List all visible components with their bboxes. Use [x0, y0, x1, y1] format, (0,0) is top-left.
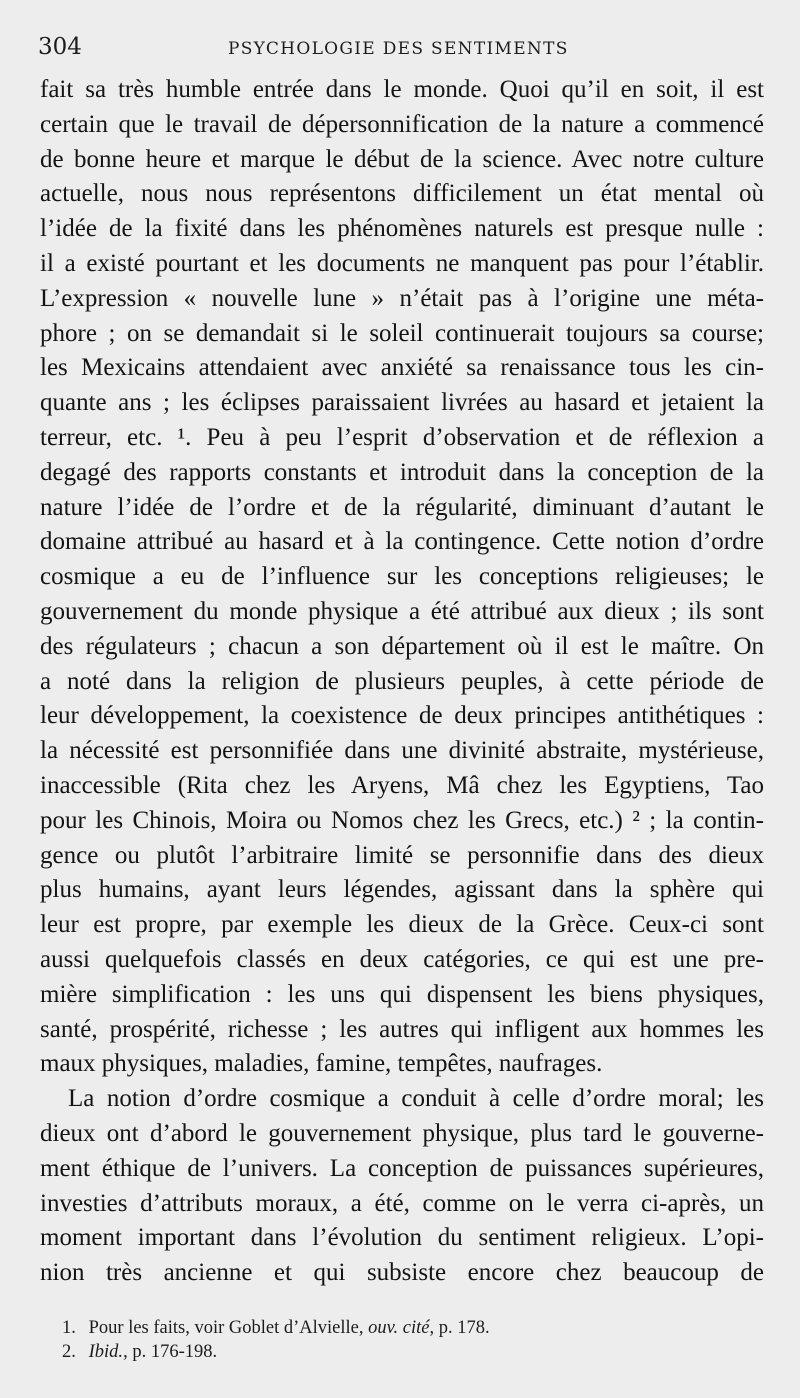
- footnote-number: 2.: [62, 1341, 76, 1362]
- text-line: a noté dans la religion de plusieurs peuples, à cette période de: [40, 667, 764, 695]
- text-line: cosmique a eu de l’influence sur les conceptions religieuses; le: [40, 563, 764, 591]
- text-line: de bonne heure et marque le début de la science. Avec notre culture: [40, 145, 764, 173]
- text-line: L’expression « nouvelle lune » n’était pas à l’origine une méta-: [40, 284, 764, 312]
- text-line: plus humains, ayant leurs légendes, agissant dans la sphère qui: [40, 876, 764, 904]
- text-line: La notion d’ordre cosmique a conduit à celle d’ordre moral; les: [68, 1085, 764, 1113]
- text-line: dieux ont d’abord le gouvernement physique, plus tard le gouverne-: [40, 1119, 764, 1147]
- text-line: fait sa très humble entrée dans le monde. Quoi qu’il en soit, il est: [40, 76, 764, 103]
- page-number: 304: [38, 34, 82, 60]
- footnote-text: , p. 178.: [429, 1318, 490, 1338]
- text-line: inaccessible (Rita chez les Aryens, Mâ chez les Egyptiens, Tao: [40, 771, 764, 799]
- footnote-italic: ouv. cité: [368, 1318, 430, 1338]
- footnote-text: Pour les faits, voir Goblet d’Alvielle,: [88, 1318, 369, 1338]
- text-line: quante ans ; les éclipses paraissaient livrées au hasard et jetaient la: [40, 389, 764, 417]
- body-text: [40, 73, 764, 1291]
- text-line: l’idée de la fixité dans les phénomènes naturels est presque nulle :: [40, 215, 764, 243]
- text-line: gouvernement du monde physique a été attribué aux dieux ; ils sont: [40, 597, 764, 625]
- text-line: santé, prospérité, richesse ; les autres qui infligent aux hommes les: [40, 1015, 764, 1043]
- text-line: nion très ancienne et qui subsiste encore chez beaucoup de: [40, 1259, 764, 1287]
- text-line: des régulateurs ; chacun a son département où il est le maître. On: [40, 632, 764, 660]
- text-line: ment éthique de l’univers. La conception de puissances supérieures,: [40, 1154, 764, 1182]
- text-line: aussi quelquefois classés en deux catégories, ce qui est une pre-: [40, 945, 764, 973]
- text-line: terreur, etc. ¹. Peu à peu l’esprit d’observation et de réflexion a: [40, 423, 764, 451]
- text-line: gence ou plutôt l’arbitraire limité se personnifie dans des dieux: [40, 841, 764, 869]
- text-line: domaine attribué au hasard et à la contingence. Cette notion d’ordre: [40, 528, 764, 556]
- text-line: les Mexicains attendaient avec anxiété sa renaissance tous les cin-: [40, 354, 764, 382]
- text-line: degagé des rapports constants et introduit dans la conception de la: [40, 458, 764, 486]
- text-line: leur développement, la coexistence de deux principes antithétiques :: [40, 702, 764, 730]
- text-line: phore ; on se demandait si le soleil continuerait toujours sa course;: [40, 319, 764, 347]
- running-title: PSYCHOLOGIE DES SENTIMENTS: [228, 39, 569, 59]
- text-line: leur est propre, par exemple les dieux de la Grèce. Ceux-ci sont: [40, 911, 764, 939]
- text-line: certain que le travail de dépersonnification de la nature a commencé: [40, 110, 764, 138]
- text-line: maux physiques, maladies, famine, tempêtes, naufrages.: [40, 1050, 603, 1078]
- text-line: pour les Chinois, Moira ou Nomos chez les Grecs, etc.) ² ; la contin-: [40, 806, 764, 834]
- footnote: [62, 1317, 762, 1341]
- text-line: mière simplification : les uns qui dispensent les biens physiques,: [40, 980, 764, 1008]
- text-line: moment important dans l’évolution du sentiment religieux. L’opi-: [40, 1224, 764, 1252]
- text-line: il a existé pourtant et les documents ne manquent pas pour l’établir.: [40, 249, 764, 277]
- footnote-text: , p. 176-198.: [123, 1341, 218, 1362]
- text-line: nature l’idée de l’ordre et de la régularité, diminuant d’autant le: [40, 493, 764, 521]
- page-header: [38, 34, 768, 70]
- text-line: actuelle, nous nous représentons difficilement un état mental où: [40, 180, 764, 208]
- footnotes: [62, 1317, 762, 1364]
- footnote: [62, 1341, 762, 1365]
- footnote-number: 1.: [62, 1318, 76, 1338]
- text-line: investies d’attributs moraux, a été, comme on le verra ci-après, un: [40, 1189, 764, 1217]
- text-line: la nécessité est personnifiée dans une divinité abstraite, mystérieuse,: [40, 737, 764, 765]
- footnote-italic: Ibid.: [88, 1341, 124, 1362]
